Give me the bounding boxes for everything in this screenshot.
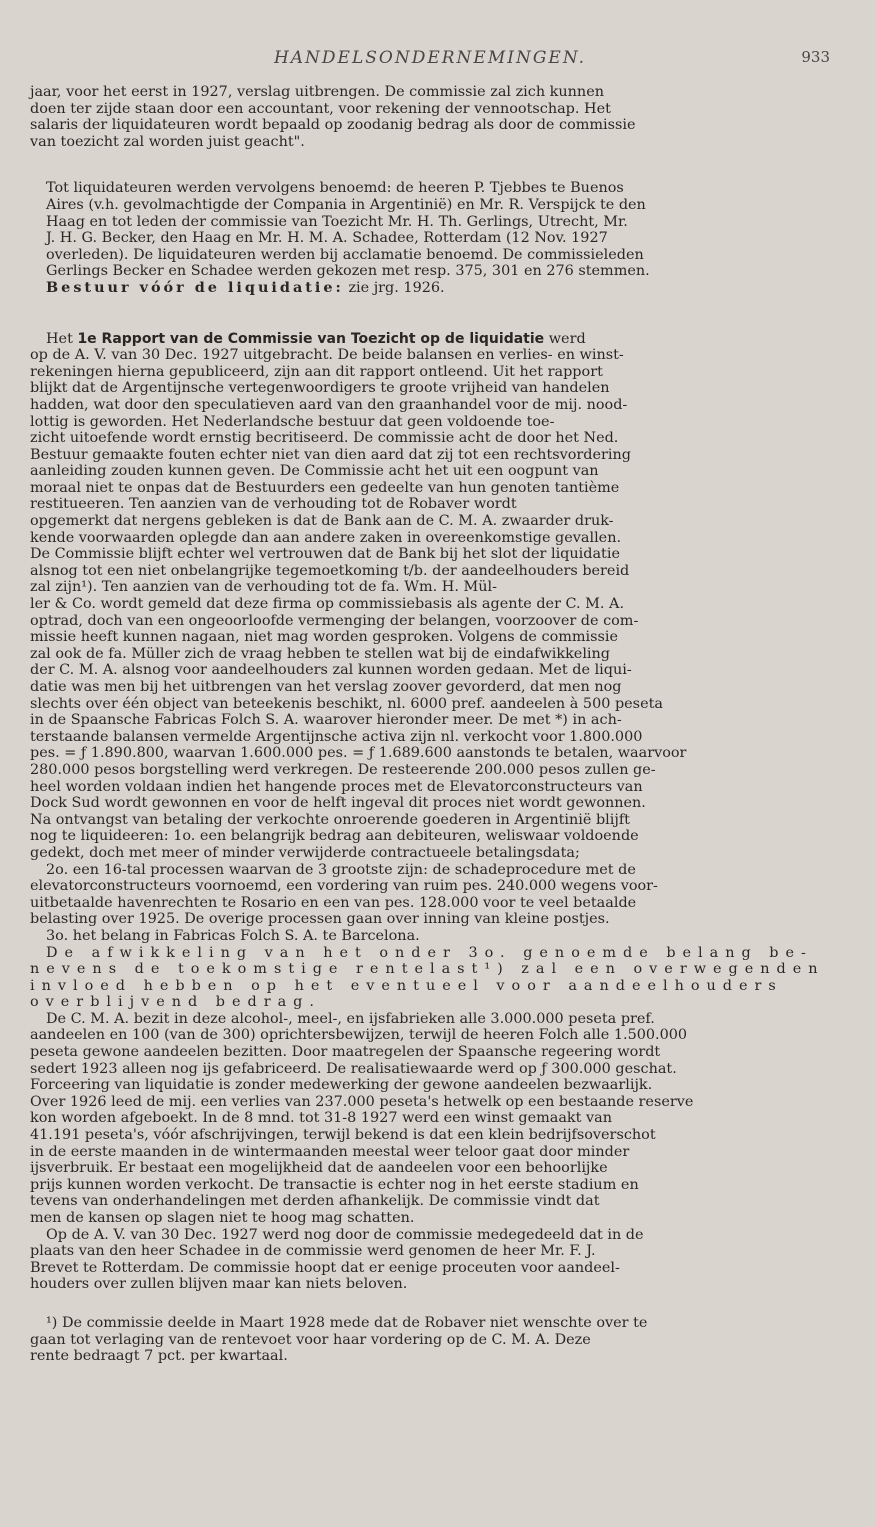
text-line: belasting over 1925. De overige processen gaan over inning van kleine postjes. [30, 911, 610, 928]
text-line: J. H. G. Becker, den Haag en Mr. H. M. A. Schadee, Rotterdam (12 Nov. 1927 [46, 230, 608, 247]
text-line: Over 1926 leed de mij. een verlies van 237.000 peseta's hetwelk op een bestaande reserve [30, 1093, 694, 1110]
text-line: 280.000 pesos borgstelling werd verkregen. De resteerende 200.000 pesos zullen ge- [30, 761, 656, 778]
text-line: kende voorwaarden oplegde dan aan andere zaken in overeenkomstige gevallen. [30, 529, 622, 546]
text-line-spaced: De afwikkeling van het onder 3o. genoemde belang be- [46, 944, 813, 961]
text-line: uitbetaalde havenrechten te Rosario en een van pes. 128.000 voor te veel betaalde [30, 894, 637, 911]
text-line: aandeelen en 100 (van de 300) oprichtersbewijzen, terwijl de heeren Folch alle 1.500.000 [30, 1027, 688, 1044]
text-line: nog te liquideeren: 1o. een belangrijk bedrag aan debiteuren, weliswaar voldoende [30, 828, 639, 845]
text-line: Aires (v.h. gevolmachtigde der Compania in Argentinië) en Mr. R. Verspijck te den [46, 196, 646, 213]
text-line: van toezicht zal worden juist geacht". [30, 133, 305, 150]
text-line: blijkt dat de Argentijnsche vertegenwoordigers te groote vrijheid van handelen [30, 380, 610, 397]
rapport-suffix: werd [548, 330, 586, 347]
text-line: der C. M. A. alsnog voor aandeelhouders zal kunnen worden gedaan. Met de liqui- [30, 662, 632, 679]
text-line: terstaande balansen vermelde Argentijnsche activa zijn nl. verkocht voor 1.800.000 [30, 728, 643, 745]
text-line: De Commissie blijft echter wel vertrouwen dat de Bank bij het slot der liquidatie [30, 546, 620, 563]
paragraph-continuation [30, 84, 830, 150]
rapport-intro [30, 331, 830, 348]
page-number: 933 [801, 48, 830, 66]
text-line: rekeningen hierna gepubliceerd, zijn aan dit rapport ontleend. Uit het rapport [30, 363, 603, 380]
text-line: gedekt, doch met meer of minder verwijderde contractueele betalingsdata; [30, 844, 580, 861]
bestuur-line [30, 280, 830, 297]
text-line: Na ontvangst van betaling der verkochte onroerende goederen in Argentinië blijft [30, 811, 630, 828]
running-header [30, 44, 830, 84]
text-line: sedert 1923 alleen nog ijs gefabriceerd. De realisatiewaarde werd op ƒ 300.000 geschat. [30, 1060, 677, 1077]
text-line: slechts over één object van beteekenis beschikt, nl. 6000 pref. aandeelen à 500 peseta [30, 695, 663, 712]
text-line: tevens van onderhandelingen met derden afhankelijk. De commissie vindt dat [30, 1193, 600, 1210]
running-title: HANDELSONDERNEMINGEN. [273, 48, 587, 68]
text-line: optrad, doch van een ongeoorloofde vermenging der belangen, voorzoover de com- [30, 612, 639, 629]
text-line: datie was men bij het uitbrengen van het verslag zoover gevorderd, dat men nog [30, 679, 622, 695]
text-line: restitueeren. Ten aanzien van de verhouding tot de Robaver wordt [30, 496, 517, 513]
text-line-spaced: invloed hebben op het eventueel voor aandeelhouders [30, 977, 783, 994]
text-line: Gerlings Becker en Schadee werden gekozen met resp. 375, 301 en 276 stemmen. [46, 263, 650, 280]
footnote [30, 1315, 830, 1365]
text-line: 41.191 peseta's, vóór afschrijvingen, terwijl bekend is dat een klein bedrijfsoverschot [30, 1127, 656, 1144]
footnote-line: ¹) De commissie deelde in Maart 1928 mede dat de Robaver niet wenschte over te [46, 1314, 648, 1331]
text-line: opgemerkt dat nergens gebleken is dat de Bank aan de C. M. A. zwaarder druk- [30, 513, 614, 530]
bestuur-text: zie jrg. 1926. [348, 279, 445, 296]
text-line: zal ook de fa. Müller zich de vraag hebben te stellen wat bij de eindafwikkeling [30, 645, 611, 662]
text-line: missie heeft kunnen nagaan, niet mag worden gesproken. Volgens de commissie [30, 629, 619, 646]
text-line: ler & Co. wordt gemeld dat deze firma op commissiebasis als agente der C. M. A. [30, 596, 625, 613]
text-line: peseta gewone aandeelen bezitten. Door maatregelen der Spaansche regeering wordt [30, 1044, 661, 1061]
text-line: in de Spaansche Fabricas Folch S. A. waarover hieronder meer. De met *) in ach- [30, 712, 622, 729]
text-line: elevatorconstructeurs voornoemd, een vordering van ruim pes. 240.000 wegens voor- [30, 878, 658, 895]
text-line: pes. = ƒ 1.890.800, waarvan 1.600.000 pes. = ƒ 1.689.600 aanstonds te betalen, waarvoor [30, 745, 687, 762]
text-line: zicht uitoefende wordt ernstig becritiseerd. De commissie acht de door het Ned. [30, 430, 619, 447]
bestuur-label: Bestuur vóór de liquidatie: [46, 278, 344, 296]
text-line: ijsverbruik. Er bestaat een mogelijkheid dat de aandeelen voor een behoorlijke [30, 1160, 608, 1177]
text-line: salaris der liquidateuren wordt bepaald op zoodanig bedrag als door de commissie [30, 117, 636, 134]
text-line: Brevet te Rotterdam. De commissie hoopt dat er eenige proceuten voor aandeel- [30, 1259, 620, 1276]
text-line: plaats van den heer Schadee in de commissie werd genomen de heer Mr. F. J. [30, 1243, 596, 1260]
text-line: lottig is geworden. Het Nederlandsche bestuur dat geen voldoende toe- [30, 413, 555, 430]
footnote-line: gaan tot verlaging van de rentevoet voor haar vordering op de C. M. A. Deze [30, 1331, 591, 1348]
text-line: prijs kunnen worden verkocht. De transactie is echter nog in het eerste stadium en [30, 1176, 639, 1193]
text-line: Tot liquidateuren werden vervolgens benoemd: de heeren P. Tjebbes te Buenos [46, 180, 624, 197]
text-line: 2o. een 16-tal processen waarvan de 3 grootste zijn: de schadeprocedure met de [46, 861, 636, 878]
text-line: Op de A. V. van 30 Dec. 1927 werd nog door de commissie medegedeeld dat in de [46, 1226, 644, 1243]
rapport-prefix: Het [46, 330, 73, 347]
text-line-spaced: overblijvend bedrag. [30, 994, 321, 1011]
text-line: jaar, voor het eerst in 1927, verslag uitbrengen. De commissie zal zich kunnen [30, 84, 604, 100]
text-line: moraal niet te onpas dat de Bestuurders een gedeelte van hun genoten tantième [30, 479, 620, 496]
rapport-title: 1e Rapport van de Commissie van Toezicht op de liquidatie [77, 330, 545, 347]
text-line: Dock Sud wordt gewonnen en voor de helft ingeval dit proces niet wordt gewonnen. [30, 795, 646, 812]
text-line: zal zijn¹). Ten aanzien van de verhouding tot de fa. Wm. H. Mül- [30, 579, 497, 596]
text-line: op de A. V. van 30 Dec. 1927 uitgebracht. De beide balansen en verlies- en winst- [30, 347, 624, 364]
footnote-line: rente bedraagt 7 pct. per kwartaal. [30, 1348, 288, 1365]
text-line: overleden). De liquidateuren werden bij acclamatie benoemd. De commissieleden [46, 246, 644, 263]
text-line: 3o. het belang in Fabricas Folch S. A. te Barcelona. [46, 927, 420, 944]
text-line: alsnog tot een niet onbelangrijke tegemoetkoming t/b. der aandeelhouders bereid [30, 562, 630, 579]
paragraph-rapport [30, 331, 830, 1293]
text-line: doen ter zijde staan door een accountant, voor rekening der vennootschap. Het [30, 100, 611, 117]
text-line: Bestuur gemaakte fouten echter niet van dien aard dat zij tot een rechtsvordering [30, 446, 631, 463]
text-line: hadden, wat door den speculatieven aard van den graanhandel voor de mij. nood- [30, 396, 628, 413]
text-line: men de kansen op slagen niet te hoog mag schatten. [30, 1210, 415, 1226]
text-line: Haag en tot leden der commissie van Toezicht Mr. H. Th. Gerlings, Utrecht, Mr. [46, 213, 628, 230]
text-line: in de eerste maanden in de wintermaanden meestal weer teloor gaat door minder [30, 1143, 630, 1160]
text-line: houders over zullen blijven maar kan niets beloven. [30, 1276, 408, 1293]
text-line: aanleiding zouden kunnen geven. De Commissie acht het uit een oogpunt van [30, 463, 599, 480]
text-line: De C. M. A. bezit in deze alcohol-, meel-, en ijsfabrieken alle 3.000.000 peseta pref. [46, 1010, 655, 1027]
text-line: heel worden voldaan indien het hangende proces met de Elevatorconstructeurs van [30, 778, 643, 795]
text-line-spaced: nevens de toekomstige rentelast¹) zal een overwegenden [30, 961, 825, 978]
paragraph-liquidateuren [30, 180, 830, 296]
text-line: Forceering van liquidatie is zonder medewerking der gewone aandeelen bezwaarlijk. [30, 1077, 653, 1094]
text-line: kon worden afgeboekt. In de 8 mnd. tot 31-8 1927 werd een winst gemaakt van [30, 1110, 612, 1127]
